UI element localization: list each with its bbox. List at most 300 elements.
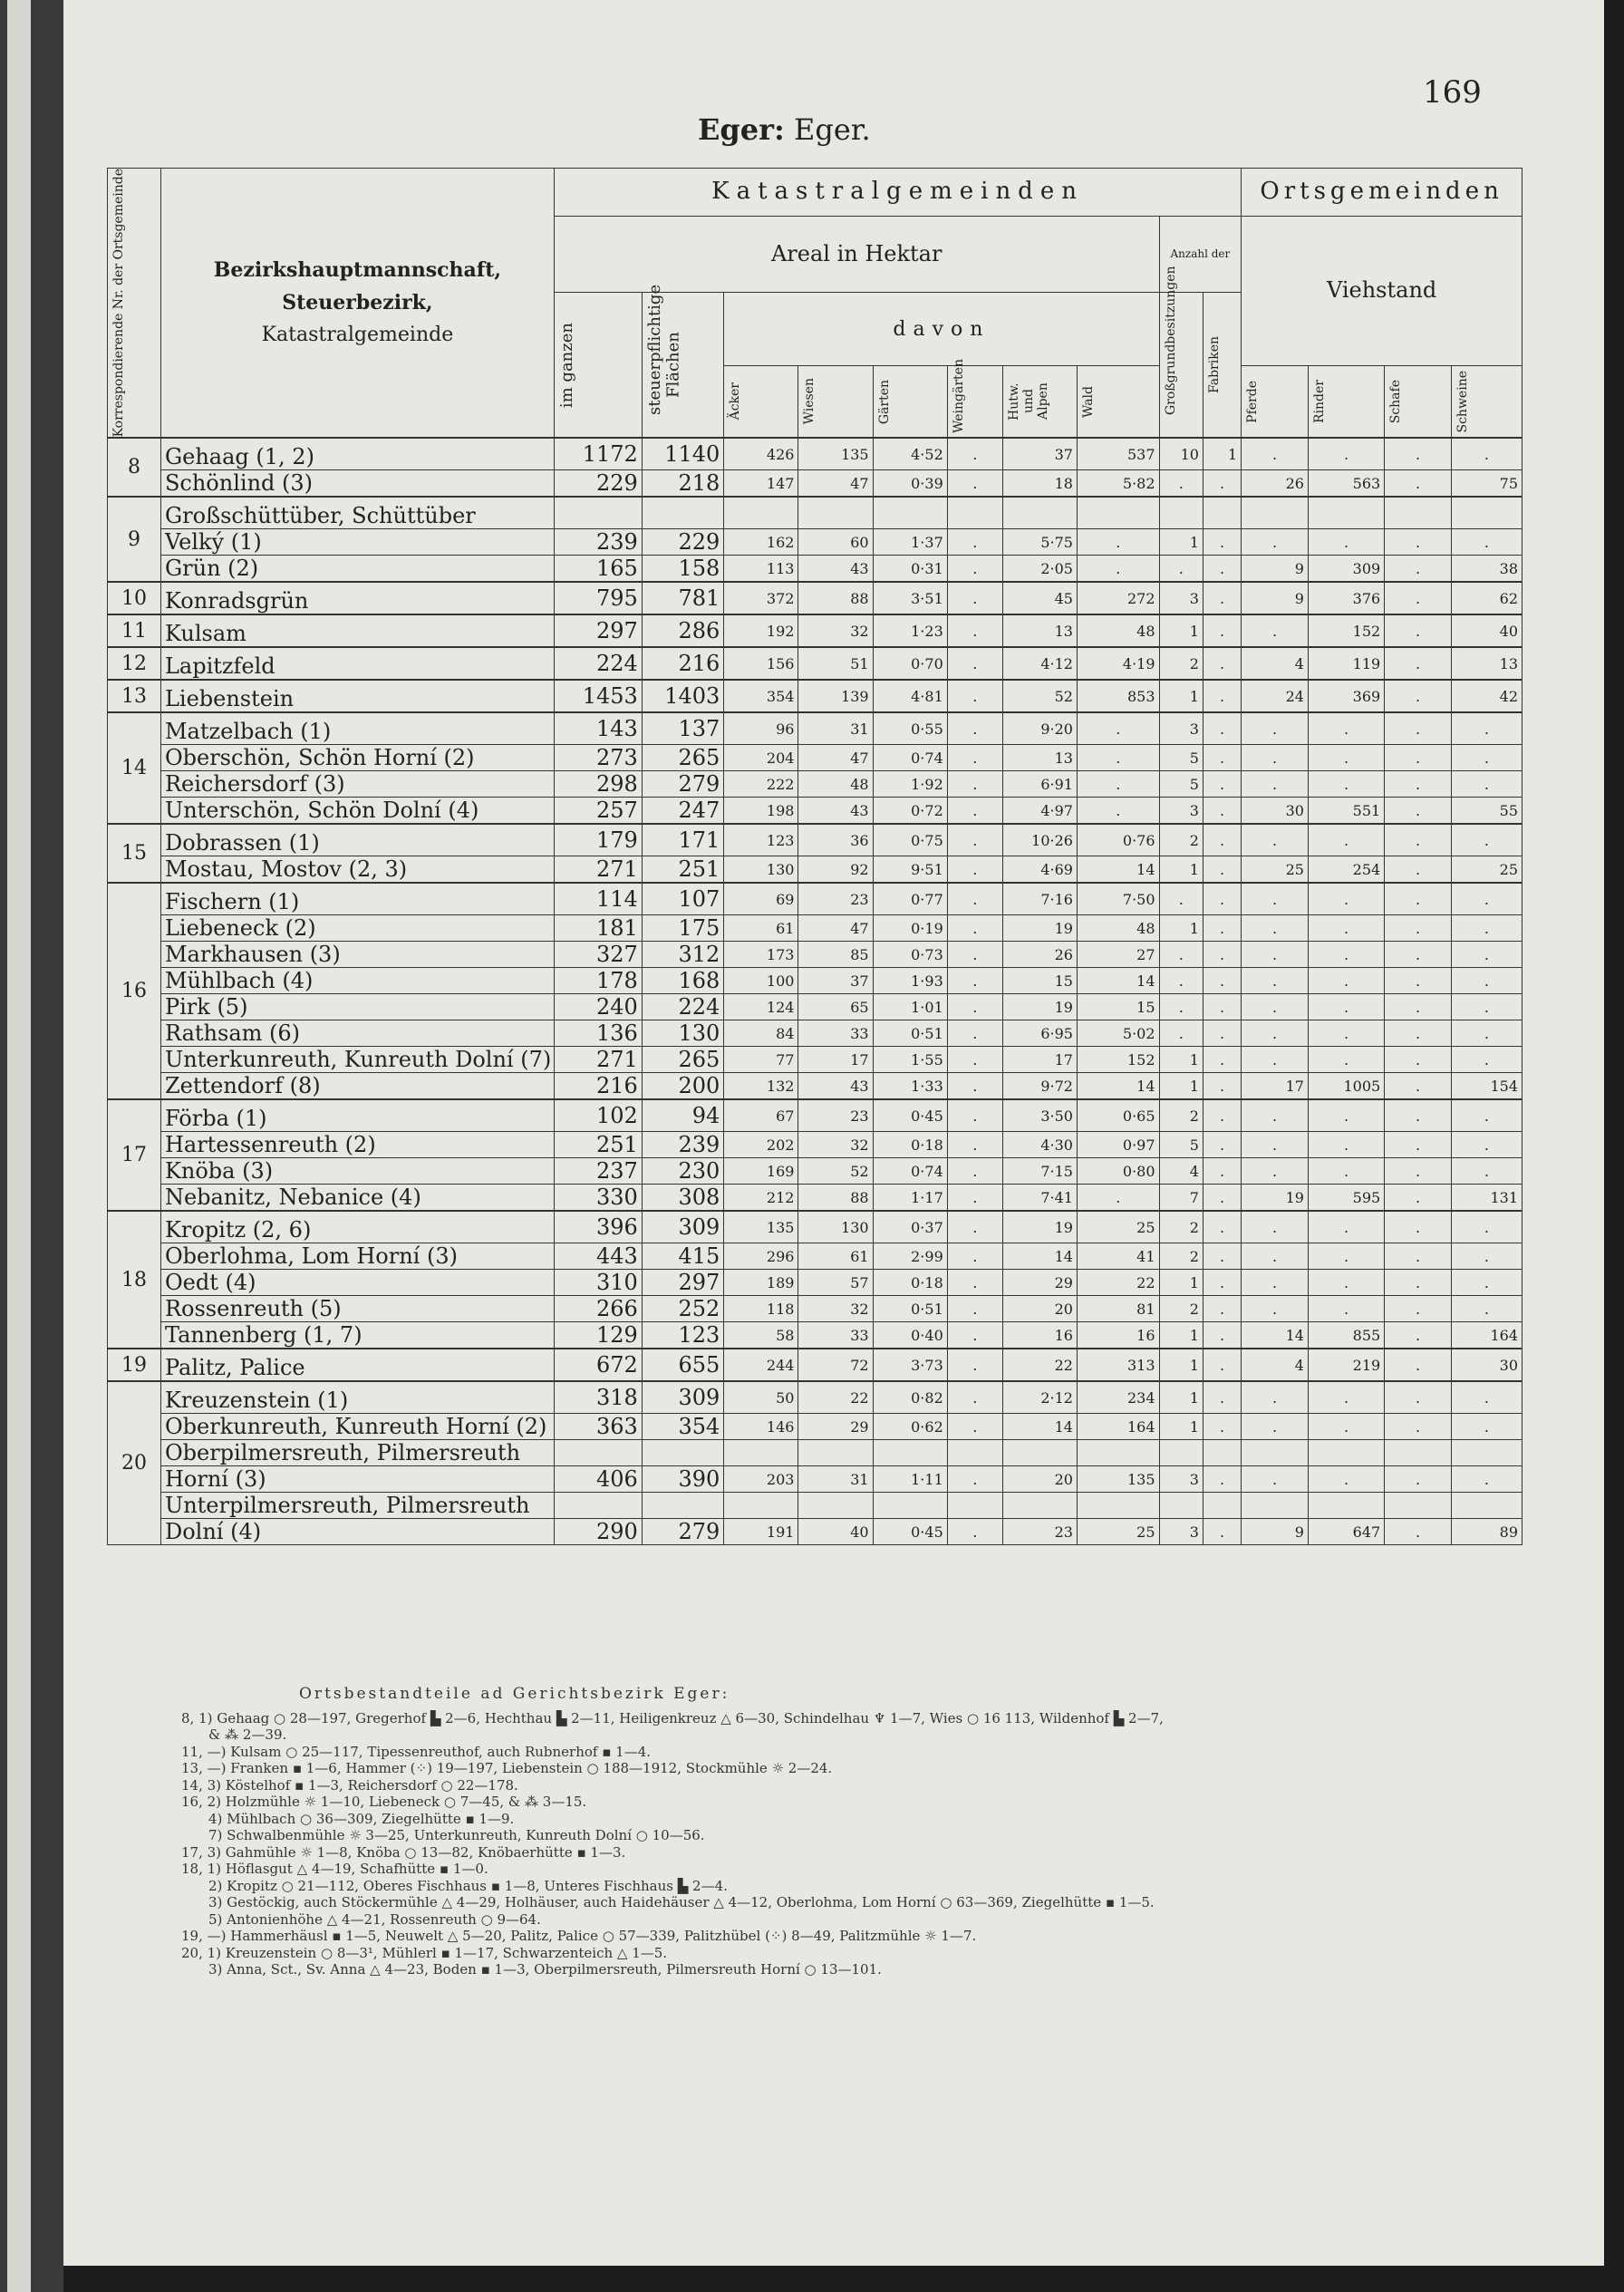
cell-schafe: . (1385, 712, 1452, 745)
cell-fabriken: . (1203, 745, 1241, 771)
cell-grossgrund: 3 (1159, 1466, 1203, 1493)
cell-wald: 16 (1077, 1322, 1159, 1349)
cell-wald: 7·50 (1077, 883, 1159, 915)
cell-rinder: . (1308, 883, 1384, 915)
ortsgemeinde-number: 8 (108, 438, 161, 497)
cell-rinder: . (1308, 824, 1384, 856)
cell-schafe: . (1385, 1519, 1452, 1545)
cell-hutweiden: 16 (1002, 1322, 1077, 1349)
cell-aecker: 372 (724, 582, 798, 614)
cell-aecker: 118 (724, 1296, 798, 1322)
cell-fabriken: . (1203, 1519, 1241, 1545)
table-row (108, 771, 1522, 798)
katastralgemeinde-name: Oberpilmersreuth, Pilmersreuth (160, 1440, 554, 1466)
cell-hutweiden: 2·12 (1002, 1381, 1077, 1414)
cell-wiesen: 36 (798, 824, 873, 856)
cell-schweine: . (1451, 1466, 1522, 1493)
katastralgemeinde-name: Schönlind (3) (160, 470, 554, 498)
cell-schweine: . (1451, 712, 1522, 745)
cell-gaerten: 1·11 (873, 1466, 947, 1493)
table-row (108, 1132, 1522, 1158)
table-row (108, 1073, 1522, 1100)
cell-fabriken: . (1203, 529, 1241, 556)
cell-schweine: 89 (1451, 1519, 1522, 1545)
cell-fabriken: . (1203, 798, 1241, 825)
cell-grossgrund: . (1159, 968, 1203, 994)
katastral-header: Katastralgemeinden (554, 169, 1241, 217)
ortsgemeinden-header: Ortsgemeinden (1242, 169, 1522, 217)
table-row (108, 798, 1522, 825)
cell-steuerpflichtig: 158 (642, 556, 724, 583)
ortsgemeinde-number: 14 (108, 712, 161, 824)
cell-steuerpflichtig: 218 (642, 470, 724, 498)
cell-fabriken: . (1203, 614, 1241, 647)
cell-gaerten: 0·82 (873, 1381, 947, 1414)
katastralgemeinde-name: Reichersdorf (3) (160, 771, 554, 798)
cell-schafe: . (1385, 1466, 1452, 1493)
cell-wald: 5·02 (1077, 1020, 1159, 1047)
cell-pferde: . (1242, 994, 1309, 1020)
cell-grossgrund: . (1159, 994, 1203, 1020)
cell-rinder (1308, 1440, 1384, 1466)
cell-fabriken: . (1203, 582, 1241, 614)
table-row (108, 1185, 1522, 1212)
cell-fabriken: . (1203, 1381, 1241, 1414)
cell-pferde: . (1242, 968, 1309, 994)
cell-im-ganzen: 318 (554, 1381, 642, 1414)
cell-aecker: 296 (724, 1243, 798, 1270)
cell-pferde: . (1242, 1047, 1309, 1073)
cell-aecker: 202 (724, 1132, 798, 1158)
cell-wald: . (1077, 798, 1159, 825)
cell-pferde: . (1242, 745, 1309, 771)
cell-gaerten (873, 497, 947, 529)
cell-aecker: 96 (724, 712, 798, 745)
cell-schafe: . (1385, 968, 1452, 994)
cell-gaerten: 1·17 (873, 1185, 947, 1212)
cell-weingaerten: . (947, 745, 1002, 771)
cell-fabriken: . (1203, 1132, 1241, 1158)
katastralgemeinde-name: Konradsgrün (160, 582, 554, 614)
cell-schafe: . (1385, 1296, 1452, 1322)
cell-schafe: . (1385, 1020, 1452, 1047)
cell-gaerten: 0·77 (873, 883, 947, 915)
viehstand-header: Viehstand (1242, 217, 1522, 366)
cell-weingaerten: . (947, 1185, 1002, 1212)
cell-fabriken: . (1203, 994, 1241, 1020)
cell-pferde: . (1242, 1466, 1309, 1493)
cell-fabriken (1203, 1493, 1241, 1519)
katastralgemeinde-name: Unterschön, Schön Dolní (4) (160, 798, 554, 825)
cell-weingaerten: . (947, 438, 1002, 470)
cell-steuerpflichtig: 312 (642, 942, 724, 968)
cell-wiesen: 37 (798, 968, 873, 994)
cell-rinder: 152 (1308, 614, 1384, 647)
cell-grossgrund: 3 (1159, 798, 1203, 825)
cell-wiesen (798, 1440, 873, 1466)
cell-pferde: . (1242, 438, 1309, 470)
cell-pferde: 9 (1242, 1519, 1309, 1545)
cell-schweine: 25 (1451, 856, 1522, 884)
cell-wiesen: 23 (798, 883, 873, 915)
cell-fabriken: . (1203, 1158, 1241, 1185)
cell-gaerten: 1·37 (873, 529, 947, 556)
cell-rinder: . (1308, 1020, 1384, 1047)
cell-wiesen: 48 (798, 771, 873, 798)
cell-aecker: 84 (724, 1020, 798, 1047)
cell-gaerten: 0·39 (873, 470, 947, 498)
cell-pferde: 9 (1242, 582, 1309, 614)
cell-aecker: 77 (724, 1047, 798, 1073)
cell-wiesen: 31 (798, 712, 873, 745)
cell-im-ganzen: 795 (554, 582, 642, 614)
cell-rinder: . (1308, 1211, 1384, 1243)
ortsgemeinde-number: 13 (108, 680, 161, 712)
cell-steuerpflichtig: 309 (642, 1211, 724, 1243)
cell-aecker (724, 1440, 798, 1466)
cell-pferde: . (1242, 1414, 1309, 1440)
cell-steuerpflichtig: 781 (642, 582, 724, 614)
cell-aecker: 124 (724, 994, 798, 1020)
cell-wiesen: 47 (798, 745, 873, 771)
cell-schweine: . (1451, 1296, 1522, 1322)
cell-aecker: 212 (724, 1185, 798, 1212)
cell-hutweiden: 4·30 (1002, 1132, 1077, 1158)
cell-gaerten: 9·51 (873, 856, 947, 884)
cell-schafe: . (1385, 771, 1452, 798)
cell-wald: 537 (1077, 438, 1159, 470)
cell-gaerten: 1·33 (873, 1073, 947, 1100)
cell-weingaerten: . (947, 968, 1002, 994)
cell-fabriken: . (1203, 771, 1241, 798)
cell-pferde: 4 (1242, 1349, 1309, 1381)
cell-wald: 41 (1077, 1243, 1159, 1270)
cell-im-ganzen: 143 (554, 712, 642, 745)
cell-rinder: 595 (1308, 1185, 1384, 1212)
cell-rinder: . (1308, 968, 1384, 994)
cell-hutweiden: 45 (1002, 582, 1077, 614)
cell-steuerpflichtig: 216 (642, 647, 724, 680)
table-row (108, 1322, 1522, 1349)
cell-hutweiden: 13 (1002, 745, 1077, 771)
cell-grossgrund: 2 (1159, 1099, 1203, 1132)
cell-pferde: . (1242, 824, 1309, 856)
cell-weingaerten (947, 497, 1002, 529)
cell-steuerpflichtig: 354 (642, 1414, 724, 1440)
cell-weingaerten: . (947, 883, 1002, 915)
col-header-wiesen: Wiesen (798, 365, 873, 438)
cell-grossgrund: 1 (1159, 1270, 1203, 1296)
cell-hutweiden: 5·75 (1002, 529, 1077, 556)
cell-fabriken: . (1203, 1243, 1241, 1270)
cell-im-ganzen: 363 (554, 1414, 642, 1440)
cell-wald: 0·65 (1077, 1099, 1159, 1132)
footnote-line: 7) Schwalbenmühle ☼ 3—25, Unterkunreuth, Kunreuth Dolní ○ 10—56. (208, 1827, 705, 1843)
table-row (108, 438, 1522, 470)
cell-gaerten: 0·73 (873, 942, 947, 968)
table-row (108, 1466, 1522, 1493)
table-row (108, 1020, 1522, 1047)
cell-weingaerten: . (947, 647, 1002, 680)
cell-rinder (1308, 1493, 1384, 1519)
cell-im-ganzen: 129 (554, 1322, 642, 1349)
col-nr-header: Korrespondierende Nr. der Ortsgemeinde (108, 169, 161, 439)
cell-steuerpflichtig: 137 (642, 712, 724, 745)
cell-aecker: 69 (724, 883, 798, 915)
table-row (108, 1158, 1522, 1185)
cell-pferde: . (1242, 1158, 1309, 1185)
cell-gaerten: 3·73 (873, 1349, 947, 1381)
cell-wiesen: 40 (798, 1519, 873, 1545)
cell-schweine: . (1451, 968, 1522, 994)
cell-im-ganzen (554, 1493, 642, 1519)
cell-schweine: . (1451, 994, 1522, 1020)
cell-weingaerten: . (947, 470, 1002, 498)
cell-aecker: 203 (724, 1466, 798, 1493)
cell-wald (1077, 1493, 1159, 1519)
katastralgemeinde-name: Matzelbach (1) (160, 712, 554, 745)
cell-rinder: 369 (1308, 680, 1384, 712)
cell-im-ganzen: 237 (554, 1158, 642, 1185)
cell-grossgrund: 2 (1159, 824, 1203, 856)
cell-pferde: 14 (1242, 1322, 1309, 1349)
cell-hutweiden: 19 (1002, 915, 1077, 942)
cell-wiesen: 88 (798, 582, 873, 614)
cell-wald: 81 (1077, 1296, 1159, 1322)
cell-im-ganzen: 266 (554, 1296, 642, 1322)
cell-steuerpflichtig: 200 (642, 1073, 724, 1100)
cell-pferde: . (1242, 1211, 1309, 1243)
cell-im-ganzen: 102 (554, 1099, 642, 1132)
footnote-line: 20, 1) Kreuzenstein ○ 8—3¹, Mühlerl ▪ 1—17, Schwarzenteich △ 1—5. (181, 1944, 668, 1961)
cell-wald: 22 (1077, 1270, 1159, 1296)
col-header-steuerpflichtig: steuerpflichtige Flächen (642, 293, 724, 438)
cell-schweine: 40 (1451, 614, 1522, 647)
cell-im-ganzen (554, 497, 642, 529)
table-row (108, 1381, 1522, 1414)
cell-schafe: . (1385, 745, 1452, 771)
cell-schweine (1451, 1440, 1522, 1466)
cell-rinder: . (1308, 1132, 1384, 1158)
col-header-grossgrund: Großgrundbesitzungen (1159, 293, 1203, 438)
cell-schafe: . (1385, 556, 1452, 583)
cell-aecker: 244 (724, 1349, 798, 1381)
footnote-line: 11, —) Kulsam ○ 25—117, Tipessenreuthof, auch Rubnerhof ▪ 1—4. (181, 1743, 652, 1760)
cell-wiesen: 61 (798, 1243, 873, 1270)
col-header-pferde: Pferde (1242, 365, 1309, 438)
cell-hutweiden: 10·26 (1002, 824, 1077, 856)
cell-weingaerten: . (947, 1466, 1002, 1493)
cell-grossgrund: . (1159, 1020, 1203, 1047)
cell-rinder: . (1308, 745, 1384, 771)
cell-gaerten: 0·18 (873, 1132, 947, 1158)
cell-weingaerten: . (947, 1211, 1002, 1243)
cell-weingaerten: . (947, 1132, 1002, 1158)
cell-weingaerten: . (947, 1158, 1002, 1185)
cell-weingaerten: . (947, 1270, 1002, 1296)
katastralgemeinde-name: Mostau, Mostov (2, 3) (160, 856, 554, 884)
cell-weingaerten: . (947, 1296, 1002, 1322)
cell-wiesen: 23 (798, 1099, 873, 1132)
cell-gaerten: 0·55 (873, 712, 947, 745)
cell-steuerpflichtig: 1140 (642, 438, 724, 470)
cell-weingaerten: . (947, 582, 1002, 614)
cell-wald: 4·19 (1077, 647, 1159, 680)
katastralgemeinde-name: Gehaag (1, 2) (160, 438, 554, 470)
cell-wiesen: 32 (798, 1132, 873, 1158)
cell-fabriken: . (1203, 1099, 1241, 1132)
cell-schweine (1451, 1493, 1522, 1519)
cell-gaerten: 0·70 (873, 647, 947, 680)
katastralgemeinde-name: Unterpilmersreuth, Pilmersreuth (160, 1493, 554, 1519)
table-row (108, 647, 1522, 680)
cell-wiesen: 43 (798, 556, 873, 583)
table-row (108, 1349, 1522, 1381)
running-head-rest: Eger. (784, 112, 871, 147)
cell-rinder: 551 (1308, 798, 1384, 825)
cell-hutweiden: 14 (1002, 1414, 1077, 1440)
cell-grossgrund: . (1159, 883, 1203, 915)
cell-schweine: . (1451, 883, 1522, 915)
footnote-line: 17, 3) Gahmühle ☼ 1—8, Knöba ○ 13—82, Knöbaerhütte ▪ 1—3. (181, 1843, 626, 1861)
cell-hutweiden: 20 (1002, 1296, 1077, 1322)
katastralgemeinde-name: Zettendorf (8) (160, 1073, 554, 1100)
cell-grossgrund: 2 (1159, 647, 1203, 680)
cell-pferde: . (1242, 1243, 1309, 1270)
cell-grossgrund: 1 (1159, 1381, 1203, 1414)
cell-wald: 48 (1077, 915, 1159, 942)
cell-im-ganzen: 165 (554, 556, 642, 583)
cell-pferde: . (1242, 1020, 1309, 1047)
cell-pferde (1242, 1440, 1309, 1466)
cell-schafe: . (1385, 1132, 1452, 1158)
cell-rinder: . (1308, 1047, 1384, 1073)
cell-weingaerten: . (947, 824, 1002, 856)
cell-wiesen: 22 (798, 1381, 873, 1414)
cell-wiesen: 43 (798, 1073, 873, 1100)
cell-aecker: 146 (724, 1414, 798, 1440)
cell-aecker (724, 1493, 798, 1519)
cell-grossgrund: 2 (1159, 1211, 1203, 1243)
cell-schafe: . (1385, 1243, 1452, 1270)
cell-pferde: 26 (1242, 470, 1309, 498)
cell-rinder: . (1308, 1158, 1384, 1185)
cell-im-ganzen: 330 (554, 1185, 642, 1212)
cell-wiesen: 60 (798, 529, 873, 556)
cell-aecker: 147 (724, 470, 798, 498)
cell-wald (1077, 497, 1159, 529)
cell-wald: . (1077, 529, 1159, 556)
col-header-hutweiden: Hutw. und Alpen (1002, 365, 1077, 438)
cell-wald: 25 (1077, 1519, 1159, 1545)
cell-grossgrund: . (1159, 942, 1203, 968)
cell-gaerten: 1·01 (873, 994, 947, 1020)
cell-hutweiden: 14 (1002, 1243, 1077, 1270)
footnote-line: 5) Antonienhöhe △ 4—21, Rossenreuth ○ 9—64. (208, 1910, 541, 1928)
cell-schafe: . (1385, 1073, 1452, 1100)
col-header-im-ganzen: im ganzen (554, 293, 642, 438)
ortsgemeinde-number: 12 (108, 647, 161, 680)
cell-fabriken: . (1203, 1073, 1241, 1100)
katastralgemeinde-name: Oberkunreuth, Kunreuth Horní (2) (160, 1414, 554, 1440)
cell-gaerten (873, 1440, 947, 1466)
cell-wald: 135 (1077, 1466, 1159, 1493)
cell-schafe: . (1385, 438, 1452, 470)
footnote-line: 4) Mühlbach ○ 36—309, Ziegelhütte ▪ 1—9. (208, 1810, 515, 1827)
ortsgemeinde-number: 19 (108, 1349, 161, 1381)
cell-weingaerten: . (947, 1047, 1002, 1073)
cell-steuerpflichtig: 239 (642, 1132, 724, 1158)
cell-rinder: . (1308, 942, 1384, 968)
col-header-wald: Wald (1077, 365, 1159, 438)
cell-pferde: 9 (1242, 556, 1309, 583)
table-row (108, 1519, 1522, 1545)
cell-grossgrund (1159, 1493, 1203, 1519)
cell-hutweiden: 4·69 (1002, 856, 1077, 884)
cell-steuerpflichtig (642, 497, 724, 529)
cell-im-ganzen: 251 (554, 1132, 642, 1158)
cell-wiesen (798, 1493, 873, 1519)
cell-rinder: . (1308, 712, 1384, 745)
cell-weingaerten: . (947, 556, 1002, 583)
cell-wiesen: 92 (798, 856, 873, 884)
cell-aecker: 100 (724, 968, 798, 994)
cell-aecker: 426 (724, 438, 798, 470)
cell-wald: 27 (1077, 942, 1159, 968)
book-spine (0, 0, 63, 2292)
cell-grossgrund: 1 (1159, 1073, 1203, 1100)
cell-schweine: 62 (1451, 582, 1522, 614)
cell-fabriken: . (1203, 1414, 1241, 1440)
table-row (108, 1047, 1522, 1073)
footnote-line: 14, 3) Köstelhof ▪ 1—3, Reichersdorf ○ 22—178. (181, 1776, 518, 1794)
cell-pferde: 19 (1242, 1185, 1309, 1212)
cell-aecker: 173 (724, 942, 798, 968)
cell-grossgrund: 1 (1159, 1414, 1203, 1440)
cell-steuerpflichtig: 123 (642, 1322, 724, 1349)
cell-fabriken: . (1203, 1270, 1241, 1296)
cell-wald: 14 (1077, 856, 1159, 884)
cell-weingaerten: . (947, 798, 1002, 825)
cell-grossgrund: 3 (1159, 582, 1203, 614)
cell-rinder: 376 (1308, 582, 1384, 614)
cell-grossgrund: 1 (1159, 915, 1203, 942)
katastralgemeinde-name: Hartessenreuth (2) (160, 1132, 554, 1158)
cell-pferde: 30 (1242, 798, 1309, 825)
cell-schweine: 42 (1451, 680, 1522, 712)
cell-aecker: 130 (724, 856, 798, 884)
cell-aecker: 191 (724, 1519, 798, 1545)
cell-schafe: . (1385, 798, 1452, 825)
cell-hutweiden (1002, 1440, 1077, 1466)
cell-aecker: 58 (724, 1322, 798, 1349)
cell-grossgrund (1159, 1440, 1203, 1466)
cell-steuerpflichtig: 390 (642, 1466, 724, 1493)
cell-aecker: 198 (724, 798, 798, 825)
cell-steuerpflichtig: 171 (642, 824, 724, 856)
cell-pferde: 25 (1242, 856, 1309, 884)
cell-hutweiden: 52 (1002, 680, 1077, 712)
footnote-line: 16, 2) Holzmühle ☼ 1—10, Liebeneck ○ 7—45, & ⁂ 3—15. (181, 1794, 587, 1810)
cell-schafe: . (1385, 994, 1452, 1020)
table-row (108, 883, 1522, 915)
cell-aecker: 222 (724, 771, 798, 798)
cell-wiesen: 32 (798, 1296, 873, 1322)
cell-rinder: . (1308, 771, 1384, 798)
cell-hutweiden (1002, 1493, 1077, 1519)
cell-gaerten: 0·45 (873, 1519, 947, 1545)
cell-pferde: 17 (1242, 1073, 1309, 1100)
